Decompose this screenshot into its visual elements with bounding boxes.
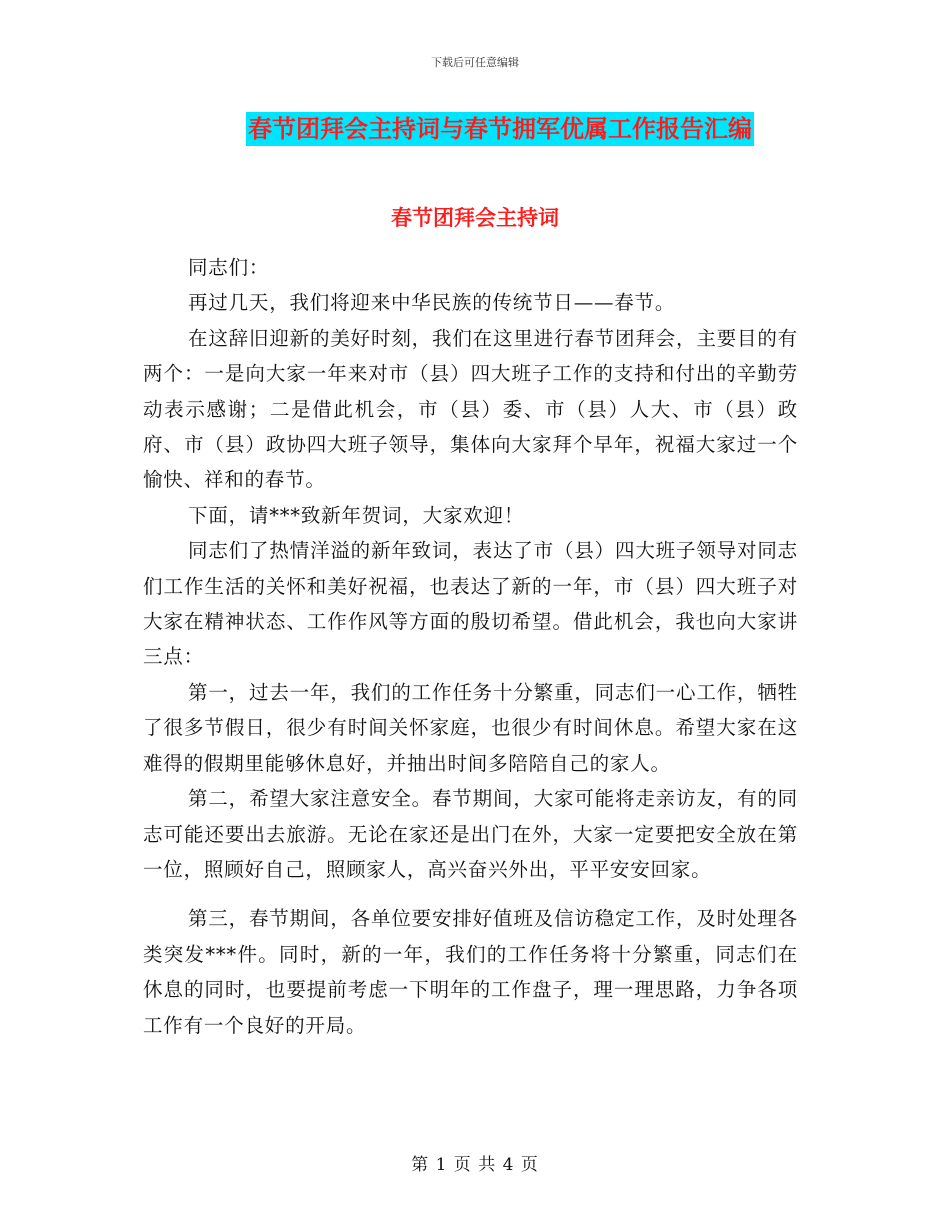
paragraph: 下面，请***致新年贺词，大家欢迎！ xyxy=(188,503,525,527)
paragraph: 再过几天，我们将迎来中华民族的传统节日——春节。 xyxy=(188,291,676,315)
header-note: 下载后可任意编辑 xyxy=(431,56,519,69)
paragraph-greeting: 同志们： xyxy=(188,256,270,279)
page-footer: 第 1 页 共 4 页 xyxy=(411,1155,539,1175)
paragraph: 同志们了热情洋溢的新年致词，表达了市（县）四大班子领导对同志们工作生活的关怀和美好祝福，也表达了新的一年，市（县）四大班子对大家在精神状态、工作作风等方面的殷切希望。借此机会，我也向大家讲三点： xyxy=(143,539,798,669)
paragraph: 在这辞旧迎新的美好时刻，我们在这里进行春节团拜会，主要目的有两个：一是向大家一年来对市（县）四大班子工作的支持和付出的辛勤劳动表示感谢；二是借此机会，市（县）委、市（县）人大、市（县）政府、市（县）政协四大班子领导，集体向大家拜个早年，祝福大家过一个愉快、祥和的春节。 xyxy=(143,326,798,492)
paragraph: 第二，希望大家注意安全。春节期间，大家可能将走亲访友，有的同志可能还要出去旅游。无论在家还是出门在外，大家一定要把安全放在第一位，照顾好自己，照顾家人，高兴奋兴外出，平平安安回家。 xyxy=(143,787,798,881)
document-title-container xyxy=(0,112,950,146)
section-title: 春节团拜会主持词 xyxy=(391,206,559,230)
paragraph: 第一，过去一年，我们的工作任务十分繁重，同志们一心工作，牺牲了很多节假日，很少有时间关怀家庭，也很少有时间休息。希望大家在这难得的假期里能够休息好，并抽出时间多陪陪自己的家人。 xyxy=(143,680,798,775)
document-title: 春节团拜会主持词与春节拥军优属工作报告汇编 xyxy=(246,112,754,146)
paragraph: 第三，春节期间，各单位要安排好值班及信访稳定工作，及时处理各类突发***件。同时，新的一年，我们的工作任务将十分繁重，同志们在休息的同时，也要提前考虑一下明年的工作盘子，理一理思路，力争各项工作有一个良好的开局。 xyxy=(143,907,798,1037)
document-body xyxy=(143,250,798,1043)
